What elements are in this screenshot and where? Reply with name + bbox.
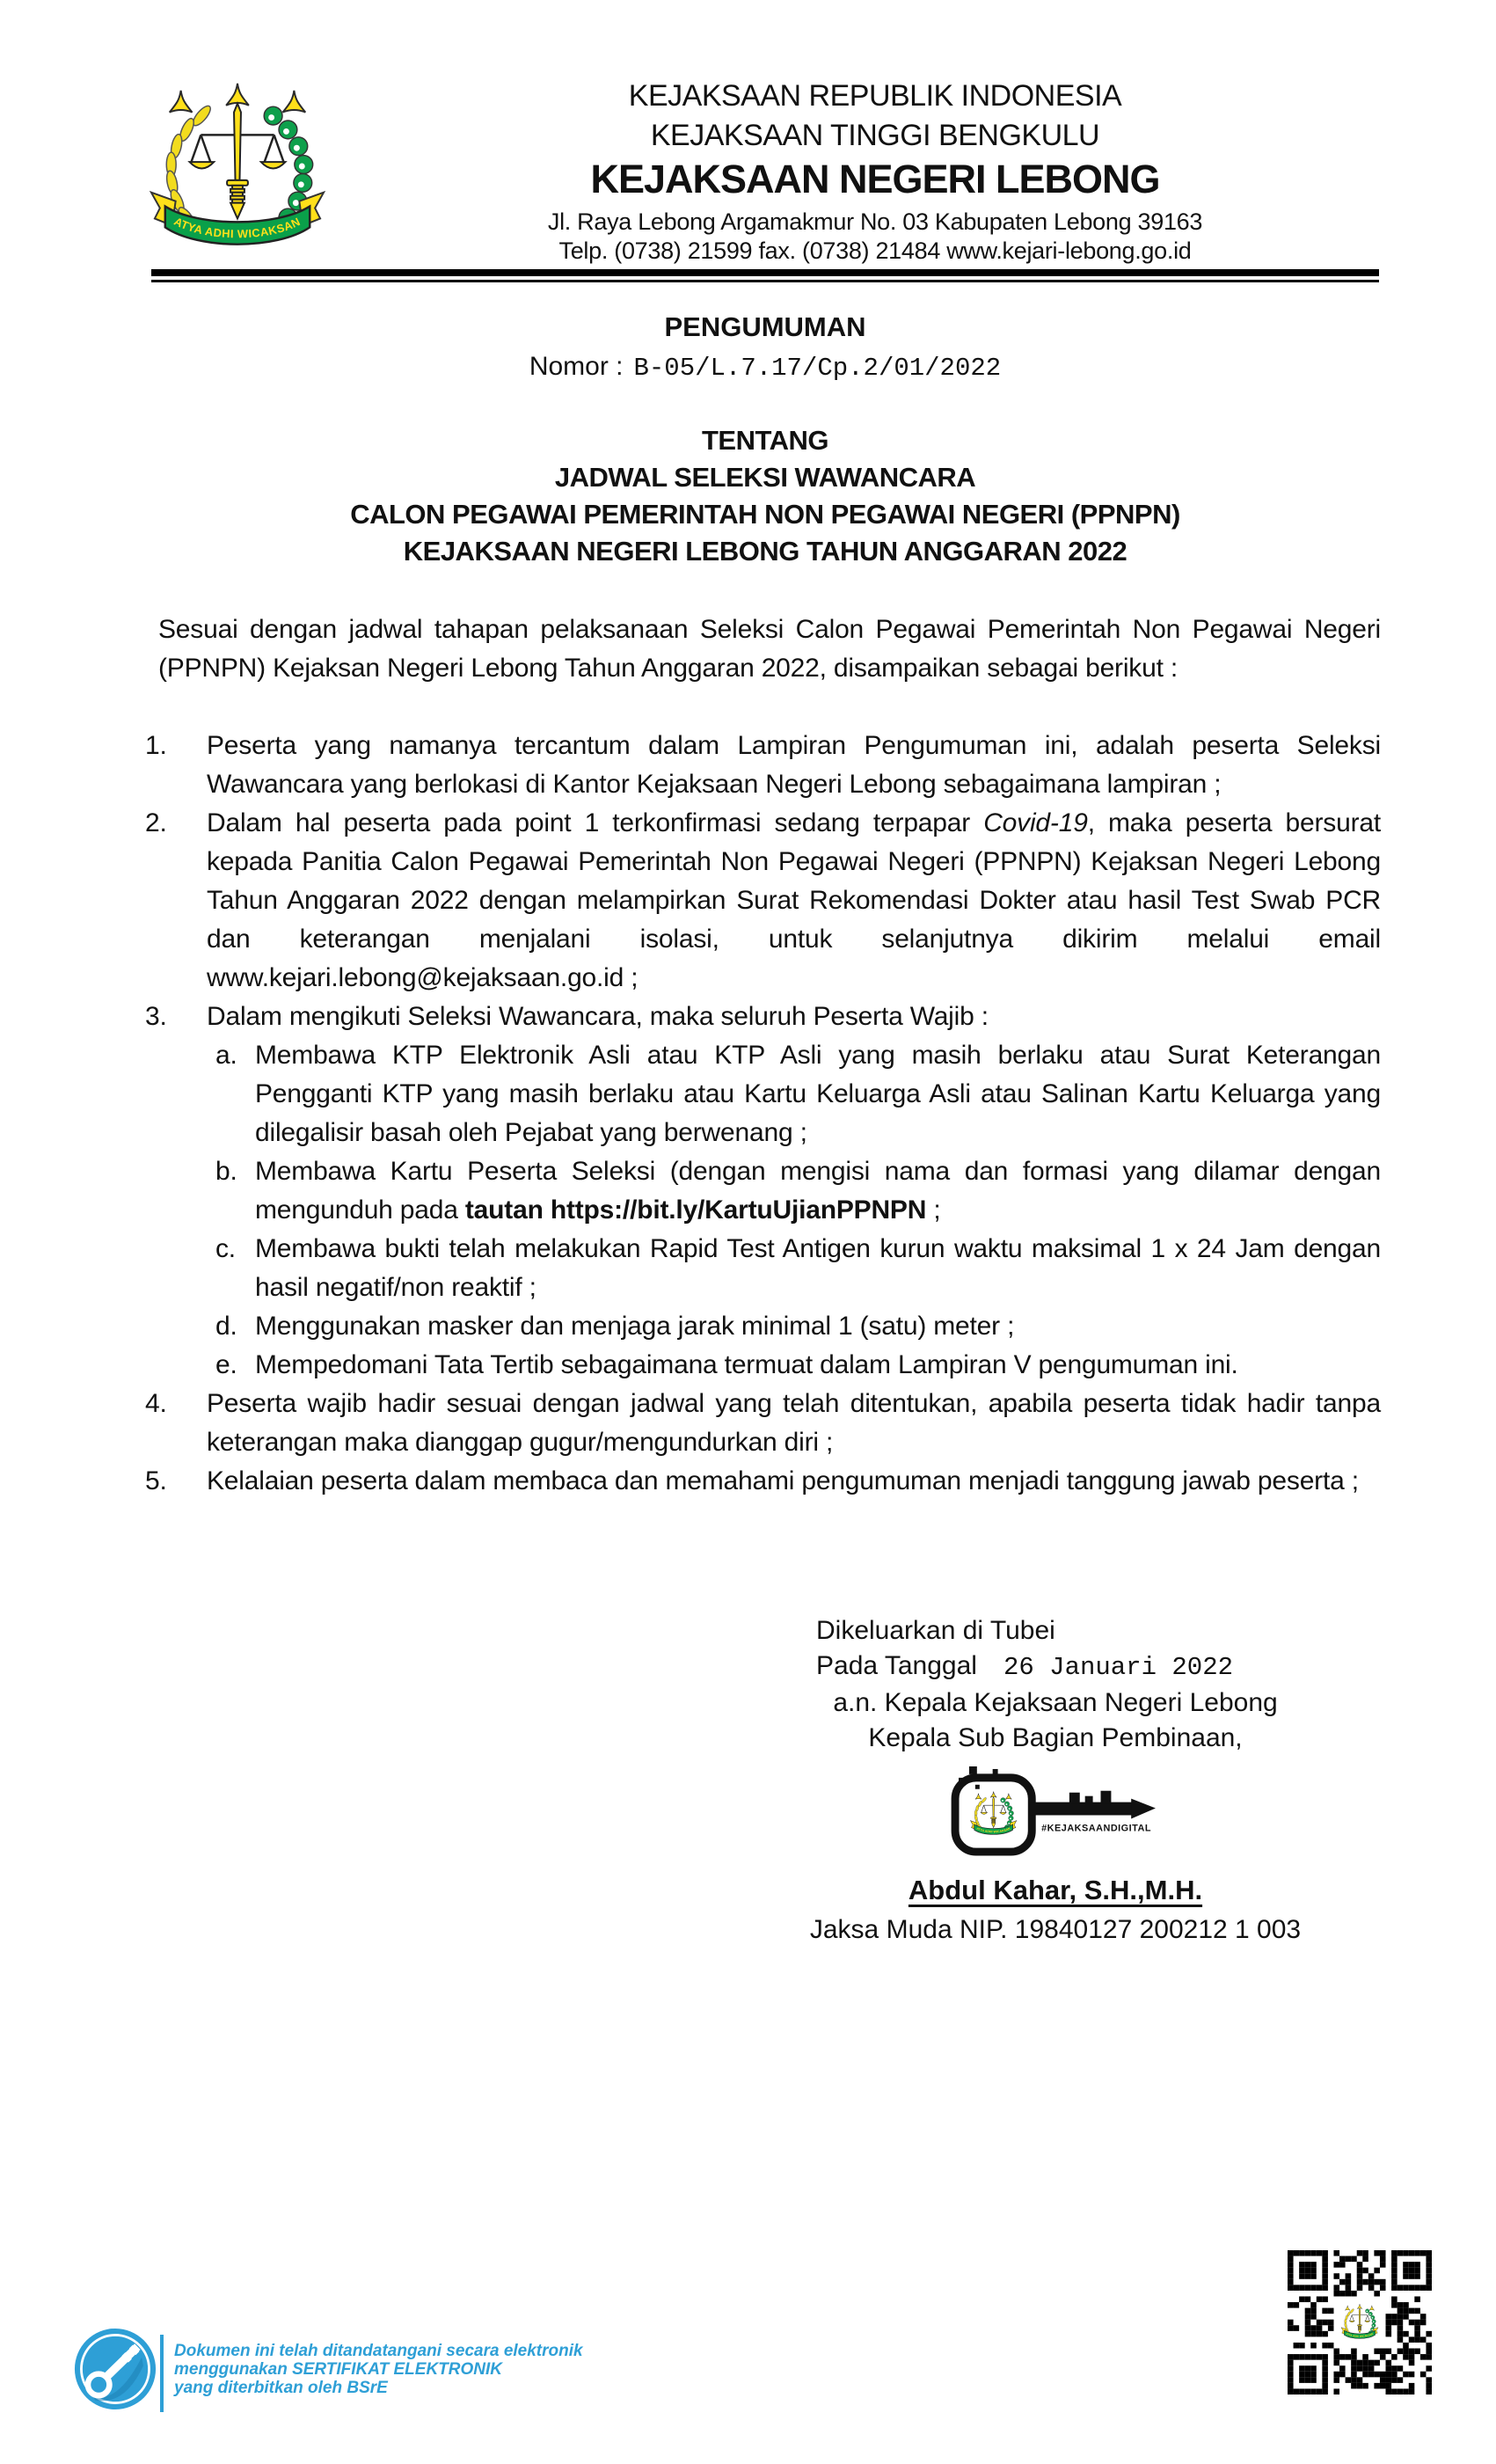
- qr-code: [1288, 2250, 1432, 2395]
- sub-letter: d.: [215, 1312, 237, 1341]
- doc-subject-line2: CALON PEGAWAI PEMERINTAH NON PEGAWAI NEGERI (PPNPN): [350, 499, 1180, 530]
- issued-date-value: 26 Januari 2022: [1003, 1653, 1233, 1682]
- sub-text: Membawa bukti telah melakukan Rapid Test Antigen kurun waktu maksimal 1 x 24 Jam dengan hasil negatif/non reaktif ;: [255, 1234, 1381, 1302]
- list-item-3: [145, 998, 1381, 1385]
- sub-text: Mempedomani Tata Tertib sebagaimana termuat dalam Lampiran V pengumuman ini.: [255, 1350, 1238, 1379]
- stamp-hashtag: #KEJAKSAANDIGITAL: [1041, 1823, 1151, 1834]
- text-segment-italic: Covid-19: [983, 808, 1088, 837]
- sub-text: Menggunakan masker dan menjaga jarak minimal 1 (satu) meter ;: [255, 1312, 1015, 1341]
- doc-heading: PENGUMUMAN: [664, 311, 866, 342]
- doc-subject-line1: JADWAL SELEKSI WAWANCARA: [554, 462, 976, 493]
- text-segment: ;: [926, 1195, 941, 1225]
- list-number: 1.: [145, 731, 167, 760]
- signer-on-behalf: a.n. Kepala Kejaksaan Negeri Lebong: [833, 1688, 1278, 1717]
- kejaksaan-logo: [146, 77, 329, 260]
- sub-letter: b.: [215, 1157, 237, 1186]
- footer-line2: menggunakan SERTIFIKAT ELEKTRONIK: [174, 2360, 502, 2379]
- doc-number-value: B-05/L.7.17/Cp.2/01/2022: [633, 354, 1002, 383]
- signer-nip: Jaksa Muda NIP. 19840127 200212 1 003: [809, 1915, 1302, 1944]
- text-segment-bold: tautan https://bit.ly/KartuUjianPPNPN: [464, 1195, 927, 1225]
- doc-tentang: TENTANG: [701, 425, 829, 456]
- org-line1: KEJAKSAAN REPUBLIK INDONESIA: [628, 79, 1122, 113]
- list-number: 4.: [145, 1389, 167, 1418]
- letterhead-text: [352, 74, 1398, 263]
- bsre-key-icon: [74, 2328, 157, 2410]
- list-text: Dalam mengikuti Seleksi Wawancara, maka seluruh Peserta Wajib :: [207, 1002, 989, 1031]
- signer-title: Kepala Sub Bagian Pembinaan,: [868, 1723, 1243, 1752]
- list-item-5: [145, 1462, 1381, 1501]
- text-segment: Membawa Kartu Peserta Seleksi (dengan mengisi nama dan formasi yang dilamar dengan mengunduh pada: [255, 1157, 1381, 1225]
- footer-text: [174, 2342, 583, 2397]
- signer-name: Abdul Kahar, S.H.,M.H.: [908, 1875, 1203, 1905]
- stamp-key-shaft: [1030, 1791, 1156, 1819]
- footer-line3: yang diterbitkan oleh BSrE: [174, 2379, 388, 2397]
- list-item-4: [145, 1385, 1381, 1462]
- text-segment: Dalam hal peserta pada point 1 terkonfirmasi sedang terpapar: [207, 808, 984, 837]
- org-contact: Telp. (0738) 21599 fax. (0738) 21484 www.kejari-lebong.go.id: [558, 238, 1192, 264]
- org-line2: KEJAKSAAN TINGGI BENGKULU: [650, 119, 1100, 152]
- sub-letter: e.: [215, 1350, 237, 1379]
- list-item-1: [145, 727, 1381, 804]
- header-rule-thin: [151, 280, 1379, 282]
- org-name: KEJAKSAAN NEGERI LEBONG: [590, 157, 1160, 201]
- sub-letter: a.: [215, 1041, 237, 1070]
- list-number: 5.: [145, 1466, 167, 1495]
- doc-subject: [150, 422, 1381, 570]
- text-segment: , maka peserta bersurat kepada Panitia Calon Pegawai Pemerintah Non Pegawai Negeri (PPNPN) Kejaksan Negeri Lebong Tahun Anggaran 2022 dengan melampirkan Surat Rekomendasi Dokter atau hasil Test Swab PCR dan keterangan menjalani isolasi, untuk selanjutnya dikirim melalui email www.kejari.lebong@kejaksaan.go.id ;: [207, 808, 1381, 992]
- sub-item-e: [215, 1346, 1381, 1385]
- issued-date-line: [792, 1649, 1319, 1685]
- list-item-2: [145, 804, 1381, 998]
- sub-item-c: [215, 1230, 1381, 1307]
- list-text: Kelalaian peserta dalam membaca dan memahami pengumuman menjadi tanggung jawab peserta ;: [207, 1466, 1359, 1495]
- footer-line1: Dokumen ini telah ditandatangani secara elektronik: [174, 2342, 583, 2360]
- kejaksaan-emblem-icon: [146, 77, 329, 260]
- spacer: [145, 688, 1381, 727]
- sub-item-b: [215, 1152, 1381, 1230]
- list-text: Peserta yang namanya tercantum dalam Lampiran Pengumuman ini, adalah peserta Seleksi Wawancara yang berlokasi di Kantor Kejaksaan Negeri Lebong sebagaimana lampiran ;: [207, 731, 1381, 799]
- footer-divider: [160, 2335, 164, 2412]
- issued-date-label: Pada Tanggal: [816, 1651, 977, 1680]
- list-text: [207, 804, 1381, 998]
- intro-paragraph: Sesuai dengan jadwal tahapan pelaksanaan Seleksi Calon Pegawai Pemerintah Non Pegawai Negeri (PPNPN) Kejaksan Negeri Lebong Tahun Anggaran 2022, disampaikan sebagai berikut :: [158, 615, 1381, 683]
- issued-place: Dikeluarkan di Tubei: [816, 1616, 1055, 1645]
- sub-letter: c.: [215, 1234, 236, 1263]
- doc-number-line: [150, 347, 1381, 389]
- stamp-emblem-icon: [968, 1788, 1017, 1835]
- sub-item-d: [215, 1307, 1381, 1346]
- doc-number-label: Nomor :: [529, 352, 624, 381]
- sub-item-a: [215, 1036, 1381, 1152]
- digital-signature-stamp: [946, 1766, 1164, 1861]
- list-number: 2.: [145, 808, 167, 837]
- sub-text: Membawa KTP Elektronik Asli atau KTP Asli yang masih berlaku atau Surat Keterangan Pengganti KTP yang masih berlaku atau Kartu Keluarga Asli atau Salinan Kartu Keluarga yang dilegalisir basah oleh Pejabat yang berwenang ;: [255, 1041, 1381, 1147]
- header-rule-thick: [151, 269, 1379, 276]
- org-address: Jl. Raya Lebong Argamakmur No. 03 Kabupaten Lebong 39163: [547, 208, 1203, 235]
- document-body: [145, 611, 1381, 1501]
- list-number: 3.: [145, 1002, 167, 1031]
- signature-block: [792, 1613, 1319, 1948]
- doc-subject-line3: KEJAKSAAN NEGERI LEBONG TAHUN ANGGARAN 2022: [403, 536, 1127, 567]
- document-title: [150, 310, 1381, 570]
- list-text: Peserta wajib hadir sesuai dengan jadwal yang telah ditentukan, apabila peserta tidak hadir tanpa keterangan maka dianggap gugur/mengundurkan diri ;: [207, 1389, 1381, 1457]
